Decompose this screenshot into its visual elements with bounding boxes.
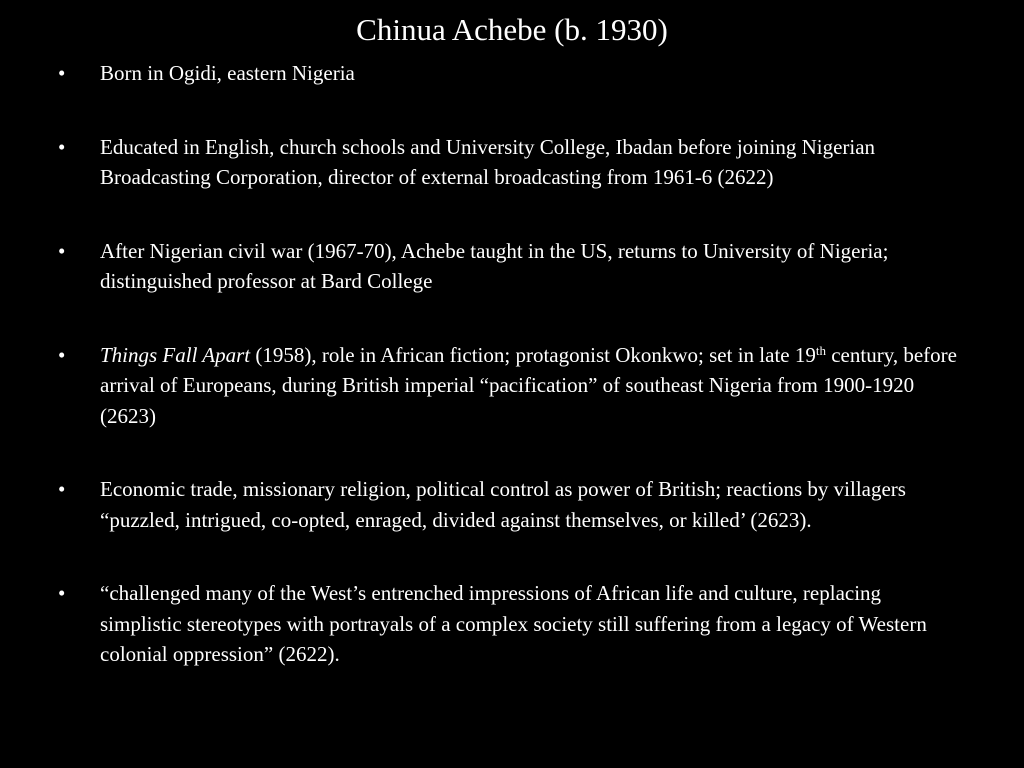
bullet-text: Economic trade, missionary religion, political control as power of British; reactions by villagers “puzzled, intrigued, co-opted, enraged, divided against themselves, or killed’ (2623). [100, 477, 906, 532]
bullet-item-education [0, 132, 960, 193]
bullet-item-civil-war [0, 236, 960, 297]
bullet-text: “challenged many of the West’s entrenched impressions of African life and culture, replacing simplistic stereotypes with portrayals of a complex society still suffering from a legacy of Western colonial oppression” (2622). [100, 581, 927, 666]
bullet-text: Born in Ogidi, eastern Nigeria [100, 61, 355, 85]
bullet-item-things-fall-apart [0, 340, 960, 432]
ordinal-superscript: th [815, 342, 826, 358]
book-title: Things Fall Apart [100, 342, 251, 367]
bullet-marker: • [58, 134, 66, 159]
bullet-item-birthplace [0, 58, 960, 89]
bullet-marker: • [58, 477, 66, 501]
bullet-marker: • [58, 342, 66, 367]
slide-title: Chinua Achebe (b. 1930) [356, 12, 668, 47]
bullet-item-quote [0, 578, 960, 670]
bullet-marker: • [58, 581, 66, 605]
bullet-list [0, 58, 1024, 713]
bullet-text-part: century, before arrival of Europeans, during British imperial “pacification” of southeast Nigeria from 1900-1920 (2623) [100, 342, 957, 428]
bullet-marker: • [58, 61, 66, 85]
bullet-item-economic-trade [0, 474, 960, 535]
bullet-text: Educated in English, church schools and University College, Ibadan before joining Nigerian Broadcasting Corporation, director of external broadcasting from 1961-6 (2622) [100, 134, 876, 189]
bullet-text-part: (1958), role in African fiction; protagonist Okonkwo; set in late 19 [250, 342, 816, 367]
bullet-marker: • [58, 238, 66, 263]
bullet-text: After Nigerian civil war (1967-70), Achebe taught in the US, returns to University of Nigeria; distinguished professor at Bard College [100, 238, 889, 293]
